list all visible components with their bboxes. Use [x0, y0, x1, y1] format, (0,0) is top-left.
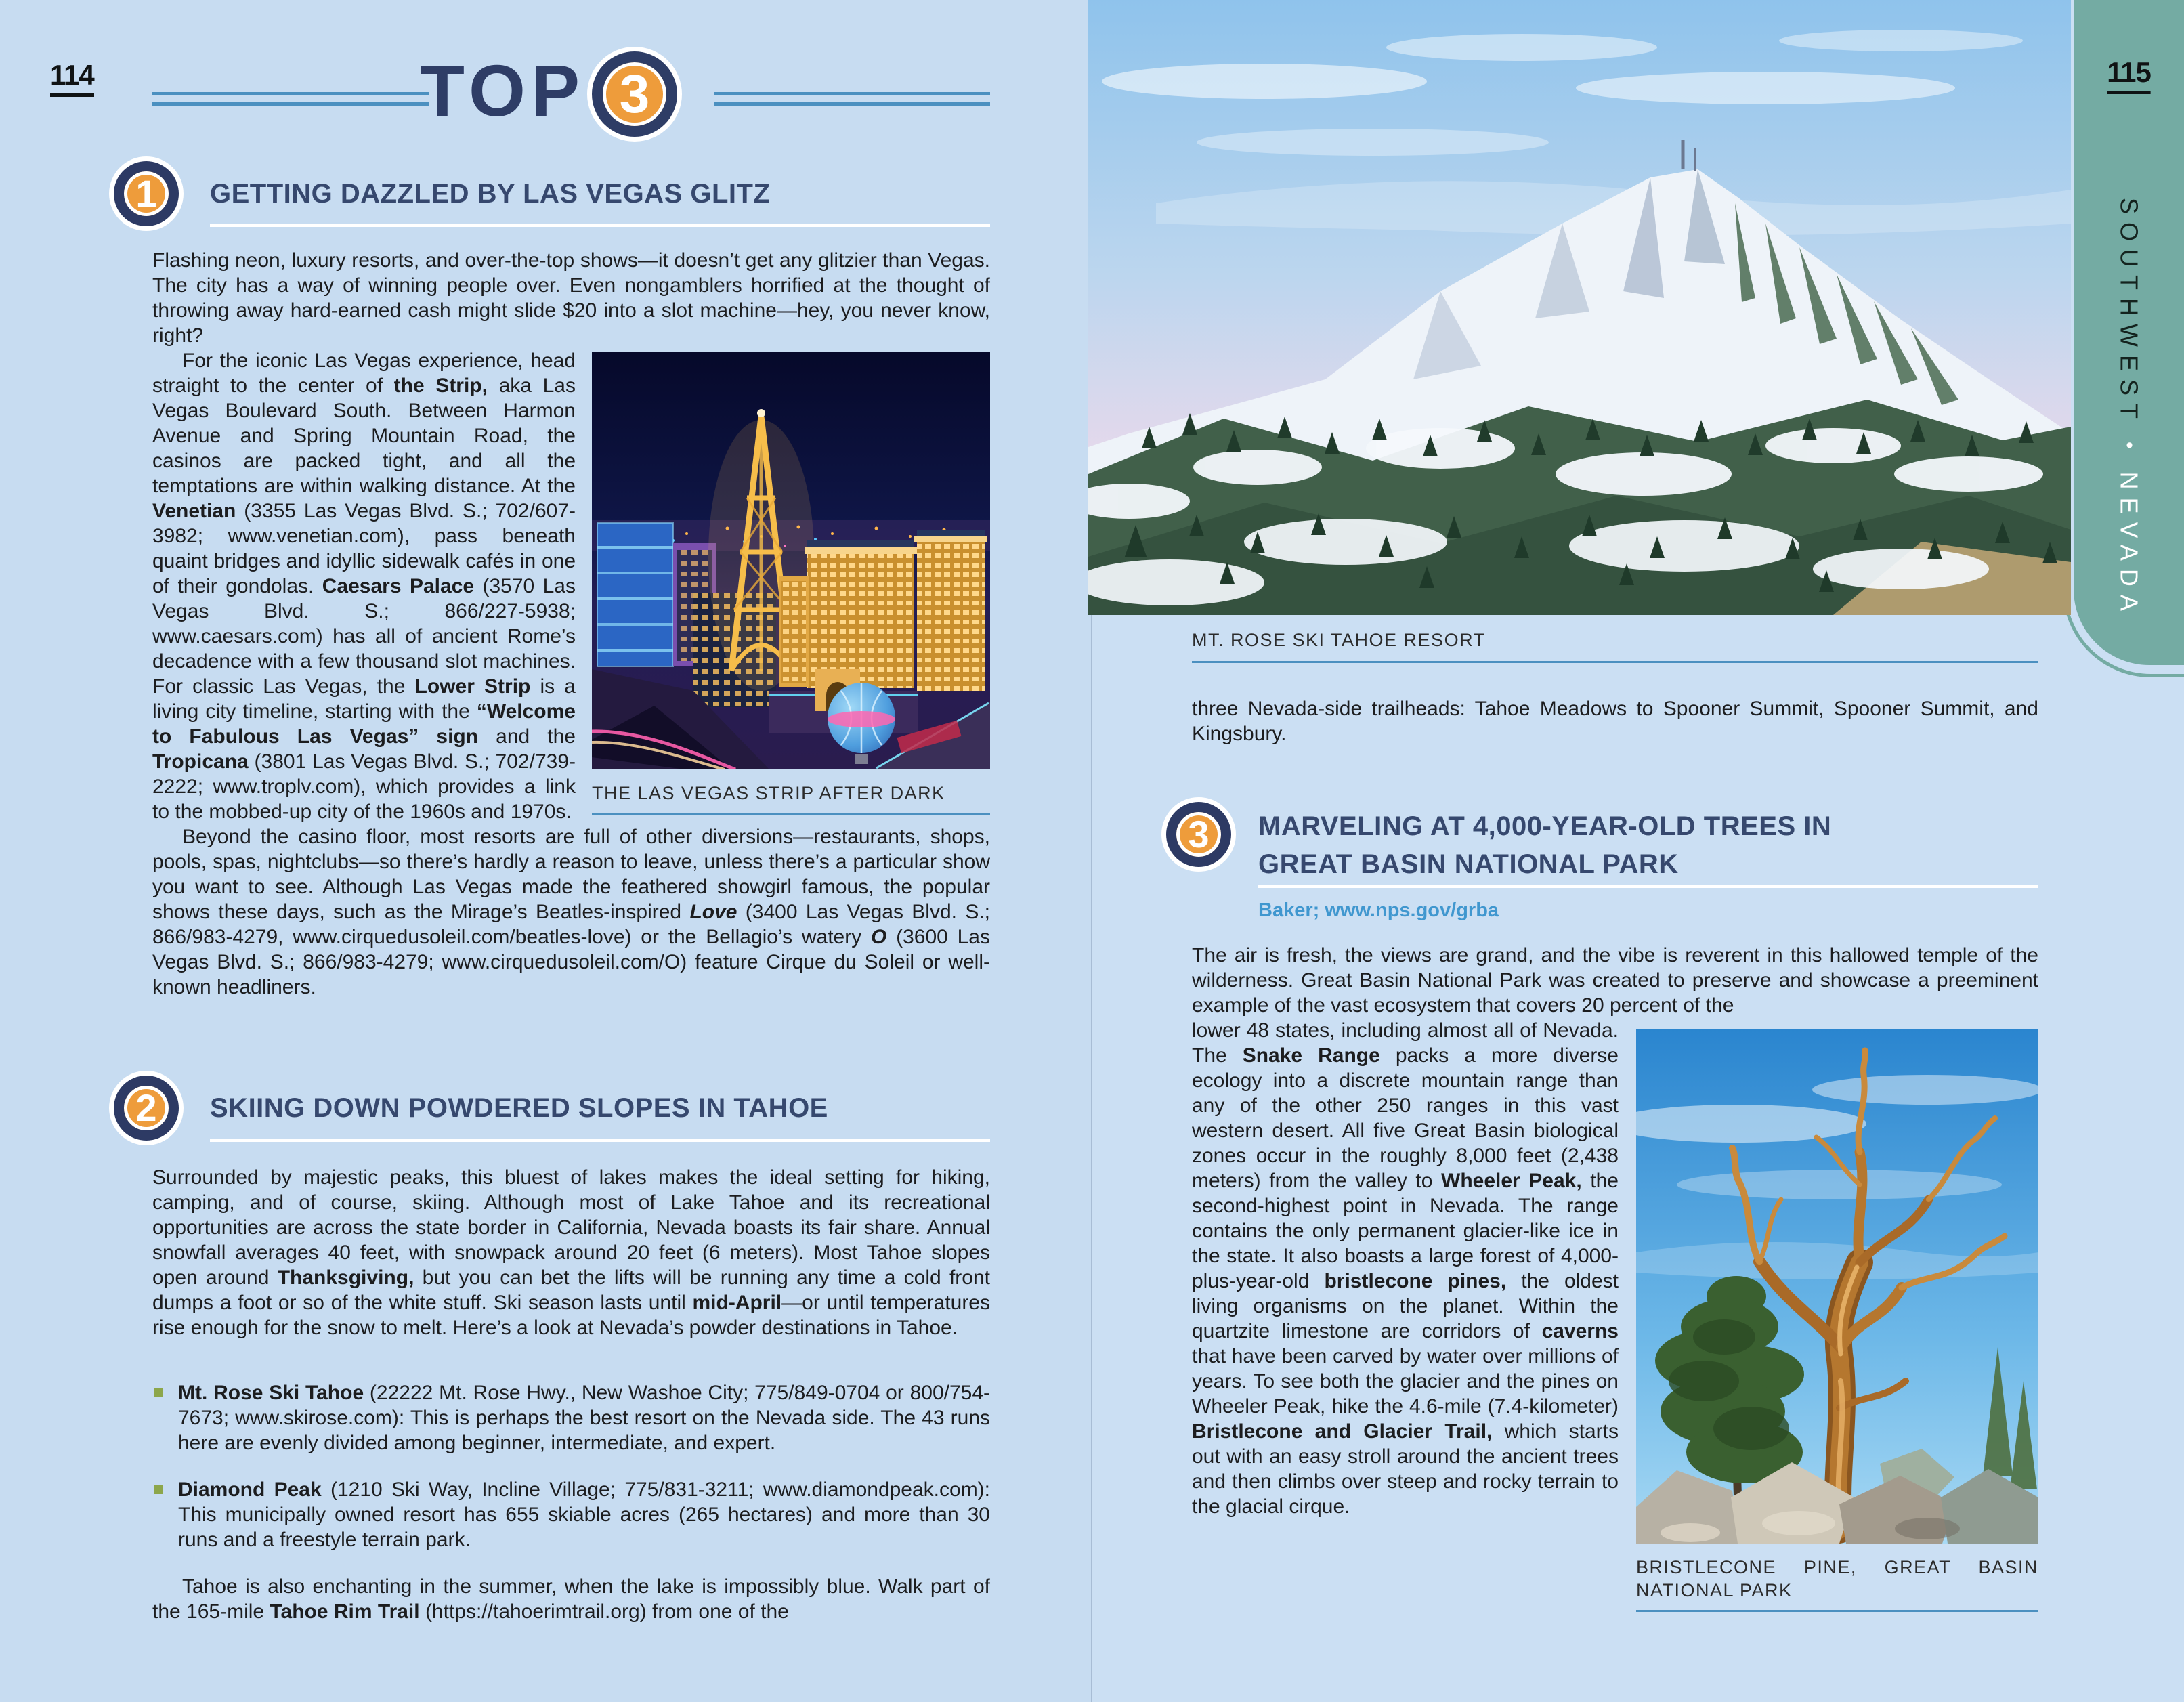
top3-logo-word: TOP	[420, 49, 586, 131]
foreground-ridge	[1088, 496, 2071, 615]
section3-paragraph: lower 48 states, including almost all of Nevada. The Snake Range packs a more diverse ecology into a discrete mountain range than any of the other 250 ranges in this vast western desert. All five Great Basin biological zones occur in the roughly 8,000 feet (2,438 meters) from the valley to Wheeler Peak, the second-highest point in Nevada. The range contains the only permanent glacier-like ice in the state. It also boasts a large forest of 4,000-plus-year-old bristlecone pines, the oldest living organisms on the planet. Within the quartzite limestone are corridors of caverns that have been carved by water over millions of years. To see both the glacier and the pines on Wheeler Peak, hike the 4.6-mile (7.4-kilometer) Bristlecone and Glacier Trail, which starts out with an easy stroll around the ancient trees and then climbs over steep and rocky terrain to the glacial cirque.	[1192, 1019, 1619, 1518]
side-tab	[2074, 0, 2184, 665]
section1-paragraph-2: Beyond the casino floor, most resorts are full of other diversions—restaurants, shops, pools, spas, nightclubs—so there’s hardly a reason to leave, unless there’s a particular show you want to see. Although Las Vegas made the feathered showgirl famous, the popular shows these days, such as the Mirage’s Beatles-inspired Love (3400 Las Vegas Blvd. S.; 866/983-4279, www.cirquedusoleil.com/beatles-love) or the Bellagio’s watery O (3600 Las Vegas Blvd. S.; 866/983-4279; www.cirquedusoleil.com/O) feature Cirque du Soleil or well-known headliners.	[152, 826, 990, 998]
section1-number: 1	[135, 172, 157, 215]
side-tab-state: NEVADA	[2115, 471, 2143, 619]
side-tab-label	[2117, 198, 2141, 619]
section3-subtitle: Baker; www.nps.gov/grba	[1258, 899, 1499, 921]
section1-number-badge	[114, 161, 179, 226]
bristlecone-photo	[1636, 1029, 2038, 1544]
las-vegas-caption-rule	[592, 813, 990, 815]
bullet-square-icon	[154, 1388, 163, 1397]
bullet-square-icon	[154, 1485, 163, 1494]
section2-number-badge	[114, 1076, 179, 1141]
section2-bullet-list	[152, 1380, 990, 1624]
section3-heading-line2: GREAT BASIN NATIONAL PARK	[1258, 849, 1679, 879]
top3-logo-number-badge	[592, 51, 677, 137]
section2-heading: SKIING DOWN POWDERED SLOPES IN TAHOE	[210, 1093, 828, 1123]
las-vegas-caption: THE LAS VEGAS STRIP AFTER DARK	[592, 783, 945, 803]
mt-rose-figure	[1088, 0, 2071, 615]
mt-rose-photo	[1088, 0, 2071, 615]
bullet-item-diamond-peak	[152, 1477, 990, 1552]
page-number-right: 115	[2107, 58, 2151, 94]
section3-number-badge	[1166, 802, 1231, 867]
page-number-left: 114	[50, 61, 94, 97]
section2-body: Surrounded by majestic peaks, this bluest of lakes makes the ideal setting for hiking, camping, and of course, skiing. Although most of Lake Tahoe and its recreational opportunities are across the state border in California, Nevada boasts its fair share. Annual snowfall averages 40 feet, with snowpack around 20 feet (6 meters). Most Tahoe slopes open around Thanksgiving, but you can bet the lifts will be running any time a cold front dumps a foot or so of the white stuff. Ski season lasts until mid-April—or until temperatures rise enough for the snow to melt. Here’s a look at Nevada’s powder destinations in Tahoe.	[152, 1166, 990, 1339]
side-tab-region: SOUTHWEST	[2115, 198, 2143, 427]
section1-body	[152, 348, 990, 1069]
section1-heading-rule	[210, 224, 990, 227]
bullet-text: Mt. Rose Ski Tahoe (22222 Mt. Rose Hwy., New Washoe City; 775/849-0704 or 800/754-7673; www.skirose.com): This is perhaps the best resort on the Nevada side. The 43 runs here are evenly divided among beginner, intermediate, and expert.	[178, 1382, 991, 1454]
section2-heading-rule	[210, 1139, 990, 1142]
las-vegas-strip-photo	[592, 352, 990, 769]
section3-heading-rule	[1258, 885, 2038, 888]
paris-hotel-blocks	[779, 530, 987, 691]
mt-rose-caption-rule	[1192, 661, 2038, 663]
side-tab-separator-dot: •	[2118, 442, 2141, 457]
header-rule-left	[152, 92, 429, 106]
bullet-text: Diamond Peak (1210 Ski Way, Incline Village; 775/831-3211; www.diamondpeak.com): This municipally owned resort has 655 skiable acres (265 hectares) and more than 30 runs and a freestyle terrain park.	[178, 1478, 991, 1551]
section2-number: 2	[135, 1086, 157, 1129]
section3-number: 3	[1188, 813, 1209, 855]
bristlecone-caption: BRISTLECONE PINE, GREAT BASIN NATIONAL PARK	[1636, 1557, 2038, 1600]
section1-heading: GETTING DAZZLED BY LAS VEGAS GLITZ	[210, 179, 771, 209]
bristlecone-caption-rule	[1636, 1610, 2038, 1612]
section3-heading	[1258, 807, 1831, 883]
las-vegas-figure	[592, 352, 990, 815]
header-rule-right	[714, 92, 990, 106]
bullet-item-mt-rose	[152, 1380, 990, 1455]
section3-body	[1192, 943, 2038, 1662]
bristlecone-figure	[1636, 1029, 2038, 1612]
top3-logo-number: 3	[619, 64, 650, 124]
section1-intro: Flashing neon, luxury resorts, and over-the-top shows—it doesn’t get any glitzier than Vegas. The city has a way of winning people over. Even nongamblers horrified at the thought of throwing away hard-earned cash might slide $20 into a slot machine—hey, you never know, right?	[152, 249, 990, 347]
section3-heading-line1: MARVELING AT 4,000-YEAR-OLD TREES IN	[1258, 811, 1832, 841]
mt-rose-caption: MT. ROSE SKI TAHOE RESORT	[1192, 630, 1486, 650]
section3-intro: The air is fresh, the views are grand, and the vibe is reverent in this hallowed temple of the wilderness. Great Basin National Park was created to preserve and showcase a preeminent example of the vast ecosystem that covers 20 percent of the	[1192, 944, 2038, 1017]
section1-paragraph-1: For the iconic Las Vegas experience, head straight to the center of the Strip, aka Las Vegas Boulevard South. Between Harmon Avenue and Spring Mountain Road, the casinos are packed tight, and all the temptations are within walking distance. At the Venetian (3355 Las Vegas Blvd. S.; 702/607-3982; www.venetian.com), pass beneath quaint bridges and idyllic sidewalk cafés in one of their gondolas. Caesars Palace (3570 Las Vegas Blvd. S.; 866/227-5938; www.caesars.com) has all of ancient Rome’s decadence with a few thousand slot machines. For classic Las Vegas, the Lower Strip is a living city timeline, starting with the “Welcome to Fabulous Las Vegas” sign and the Tropicana (3801 Las Vegas Blvd. S.; 702/739-2222; www.troplv.com), which provides a link to the mobbed-up city of the 1960s and 1970s.	[152, 349, 576, 823]
section2-closing: Tahoe is also enchanting in the summer, when the lake is impossibly blue. Walk part of the 165-mile Tahoe Rim Trail (https://tahoerimtrail.org) from one of the	[152, 1575, 990, 1623]
tahoe-continuation: three Nevada-side trailheads: Tahoe Meadows to Spooner Summit, Spooner Summit, and Kingsbury.	[1192, 698, 2038, 745]
